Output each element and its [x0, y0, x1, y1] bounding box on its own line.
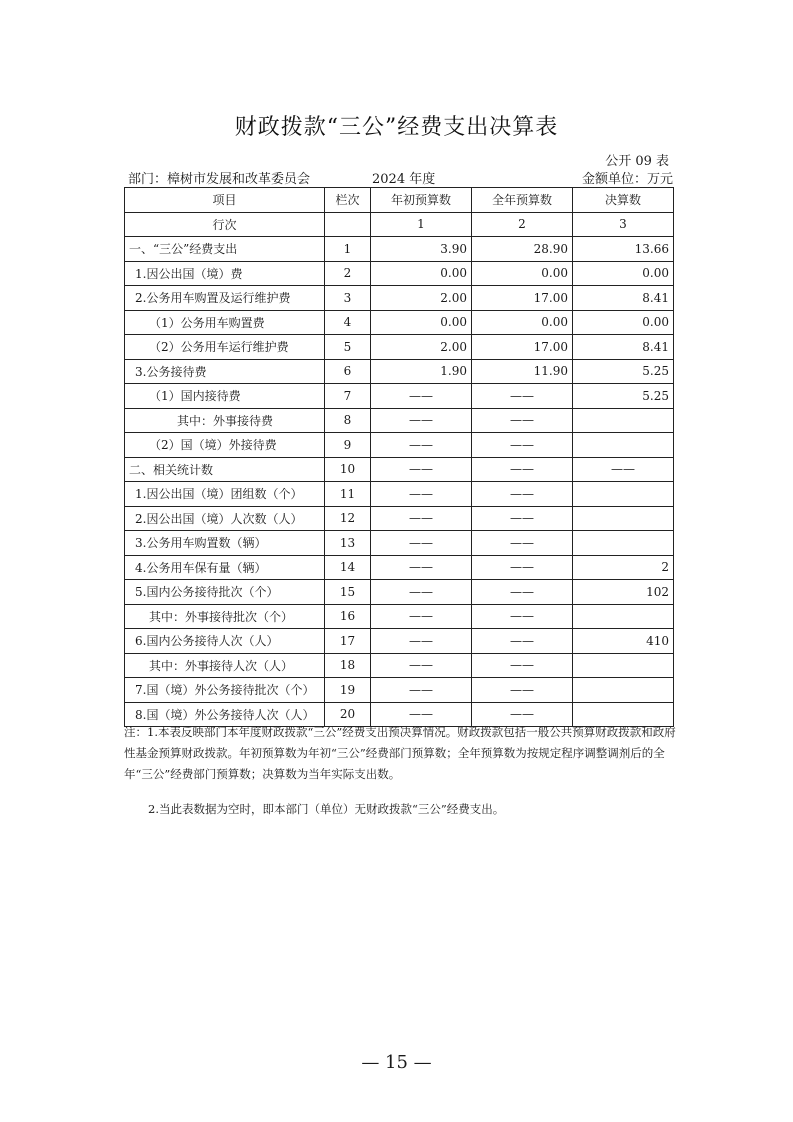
row-final-accounts — [573, 506, 674, 531]
row-final-accounts: 102 — [573, 580, 674, 605]
table-row — [125, 531, 674, 556]
header-final-accounts: 决算数 — [573, 188, 674, 213]
header-initial-budget: 年初预算数 — [371, 188, 472, 213]
row-final-accounts — [573, 604, 674, 629]
row-annual-budget: —— — [472, 604, 573, 629]
row-label: 3.公务用车购置数（辆） — [125, 531, 325, 556]
row-label: （1）国内接待费 — [125, 384, 325, 409]
row-final-accounts — [573, 531, 674, 556]
row-annual-budget: 11.90 — [472, 359, 573, 384]
meta-row — [124, 168, 673, 186]
row-line: 2 — [325, 261, 371, 286]
index-line — [325, 212, 371, 237]
table-header-row — [125, 188, 674, 213]
row-final-accounts — [573, 408, 674, 433]
row-line: 19 — [325, 678, 371, 703]
department-label: 部门：樟树市发展和改革委员会 — [128, 172, 311, 187]
row-label: 二、相关统计数 — [125, 457, 325, 482]
row-annual-budget: —— — [472, 580, 573, 605]
row-line: 6 — [325, 359, 371, 384]
page-number: — 15 — — [361, 1052, 432, 1073]
table-row — [125, 653, 674, 678]
table-row — [125, 261, 674, 286]
row-initial-budget: 0.00 — [371, 310, 472, 335]
row-label: 7.国（境）外公务接待批次（个） — [125, 678, 325, 703]
row-label: 4.公务用车保有量（辆） — [125, 555, 325, 580]
fiscal-year: 2024 年度 — [372, 172, 436, 187]
row-label: 其中：外事接待人次（人） — [125, 653, 325, 678]
table-row — [125, 678, 674, 703]
row-annual-budget: —— — [472, 506, 573, 531]
row-final-accounts: —— — [573, 457, 674, 482]
row-final-accounts: 8.41 — [573, 335, 674, 360]
row-line: 9 — [325, 433, 371, 458]
row-line: 8 — [325, 408, 371, 433]
row-label: 2.公务用车购置及运行维护费 — [125, 286, 325, 311]
row-initial-budget: —— — [371, 433, 472, 458]
row-line: 16 — [325, 604, 371, 629]
row-initial-budget: —— — [371, 555, 472, 580]
header-line: 栏次 — [325, 188, 371, 213]
row-final-accounts — [573, 653, 674, 678]
row-annual-budget: —— — [472, 482, 573, 507]
note-2: 2.当此表数据为空时，即本部门（单位）无财政拨款“三公”经费支出。 — [148, 802, 505, 816]
row-line: 1 — [325, 237, 371, 262]
note-1: 注：1.本表反映部门本年度财政拨款“三公”经费支出预决算情况。财政拨款包括一般公共预算财政拨款和政府性基金预算财政拨款。年初预算数为年初“三公”经费部门预算数；全年预算数为按规定程序调整调剂后的全年“三公”经费部门预算数；决算数为当年实际支出数。 — [124, 725, 676, 781]
row-initial-budget: 2.00 — [371, 286, 472, 311]
table-row — [125, 433, 674, 458]
row-line: 17 — [325, 629, 371, 654]
row-line: 3 — [325, 286, 371, 311]
index-col1: 1 — [371, 212, 472, 237]
row-annual-budget: 17.00 — [472, 286, 573, 311]
row-line: 12 — [325, 506, 371, 531]
row-label: （2）公务用车运行维护费 — [125, 335, 325, 360]
row-line: 10 — [325, 457, 371, 482]
row-line: 11 — [325, 482, 371, 507]
row-line: 20 — [325, 702, 371, 727]
row-final-accounts — [573, 433, 674, 458]
header-item: 项目 — [125, 188, 325, 213]
row-initial-budget: —— — [371, 482, 472, 507]
page-title: 财政拨款“三公”经费支出决算表 — [234, 115, 559, 140]
row-initial-budget: —— — [371, 653, 472, 678]
row-line: 14 — [325, 555, 371, 580]
row-initial-budget: —— — [371, 604, 472, 629]
row-initial-budget: 2.00 — [371, 335, 472, 360]
row-final-accounts: 0.00 — [573, 310, 674, 335]
row-label: 3.公务接待费 — [125, 359, 325, 384]
row-initial-budget: 3.90 — [371, 237, 472, 262]
row-annual-budget: —— — [472, 653, 573, 678]
row-label: 其中：外事接待批次（个） — [125, 604, 325, 629]
row-annual-budget: 17.00 — [472, 335, 573, 360]
index-col3: 3 — [573, 212, 674, 237]
row-label: 5.国内公务接待批次（个） — [125, 580, 325, 605]
row-label: 6.国内公务接待人次（人） — [125, 629, 325, 654]
row-final-accounts: 2 — [573, 555, 674, 580]
table-row — [125, 408, 674, 433]
row-initial-budget: —— — [371, 580, 472, 605]
row-initial-budget: —— — [371, 457, 472, 482]
row-initial-budget: 0.00 — [371, 261, 472, 286]
row-annual-budget: —— — [472, 457, 573, 482]
row-label: （2）国（境）外接待费 — [125, 433, 325, 458]
table-row — [125, 604, 674, 629]
table-row — [125, 482, 674, 507]
table-notes — [124, 722, 677, 820]
row-annual-budget: 0.00 — [472, 310, 573, 335]
row-final-accounts: 410 — [573, 629, 674, 654]
index-row — [125, 212, 674, 237]
row-annual-budget: 28.90 — [472, 237, 573, 262]
row-line: 4 — [325, 310, 371, 335]
form-number: 公开 09 表 — [605, 154, 669, 169]
three-public-expenses-table — [124, 187, 674, 727]
amount-unit: 金额单位：万元 — [581, 172, 673, 187]
row-initial-budget: —— — [371, 531, 472, 556]
table-row — [125, 237, 674, 262]
row-initial-budget: 1.90 — [371, 359, 472, 384]
index-col2: 2 — [472, 212, 573, 237]
row-label: 2.因公出国（境）人次数（人） — [125, 506, 325, 531]
row-line: 18 — [325, 653, 371, 678]
row-annual-budget: 0.00 — [472, 261, 573, 286]
row-label: 1.因公出国（境）费 — [125, 261, 325, 286]
table-row — [125, 580, 674, 605]
row-final-accounts: 5.25 — [573, 384, 674, 409]
table-row — [125, 310, 674, 335]
table-row — [125, 555, 674, 580]
row-label: 一、“三公”经费支出 — [125, 237, 325, 262]
row-annual-budget: —— — [472, 433, 573, 458]
table-row — [125, 384, 674, 409]
row-final-accounts: 5.25 — [573, 359, 674, 384]
row-annual-budget: —— — [472, 678, 573, 703]
row-final-accounts: 0.00 — [573, 261, 674, 286]
row-final-accounts: 8.41 — [573, 286, 674, 311]
row-line: 15 — [325, 580, 371, 605]
row-annual-budget: —— — [472, 555, 573, 580]
row-final-accounts — [573, 678, 674, 703]
row-initial-budget: —— — [371, 408, 472, 433]
row-label: （1）公务用车购置费 — [125, 310, 325, 335]
row-final-accounts — [573, 482, 674, 507]
row-line: 13 — [325, 531, 371, 556]
row-initial-budget: —— — [371, 506, 472, 531]
row-label: 8.国（境）外公务接待人次（人） — [125, 702, 325, 727]
row-initial-budget: —— — [371, 629, 472, 654]
header-annual-budget: 全年预算数 — [472, 188, 573, 213]
row-annual-budget: —— — [472, 531, 573, 556]
row-annual-budget: —— — [472, 629, 573, 654]
row-label: 1.因公出国（境）团组数（个） — [125, 482, 325, 507]
row-initial-budget: —— — [371, 678, 472, 703]
row-initial-budget: —— — [371, 384, 472, 409]
table-row — [125, 359, 674, 384]
table-row — [125, 506, 674, 531]
row-annual-budget: —— — [472, 408, 573, 433]
index-label: 行次 — [125, 212, 325, 237]
table-row — [125, 286, 674, 311]
row-line: 7 — [325, 384, 371, 409]
row-annual-budget: —— — [472, 702, 573, 727]
table-row — [125, 629, 674, 654]
row-final-accounts: 13.66 — [573, 237, 674, 262]
row-initial-budget: —— — [371, 702, 472, 727]
row-annual-budget: —— — [472, 384, 573, 409]
row-label: 其中：外事接待费 — [125, 408, 325, 433]
table-row — [125, 335, 674, 360]
table-row — [125, 457, 674, 482]
row-line: 5 — [325, 335, 371, 360]
